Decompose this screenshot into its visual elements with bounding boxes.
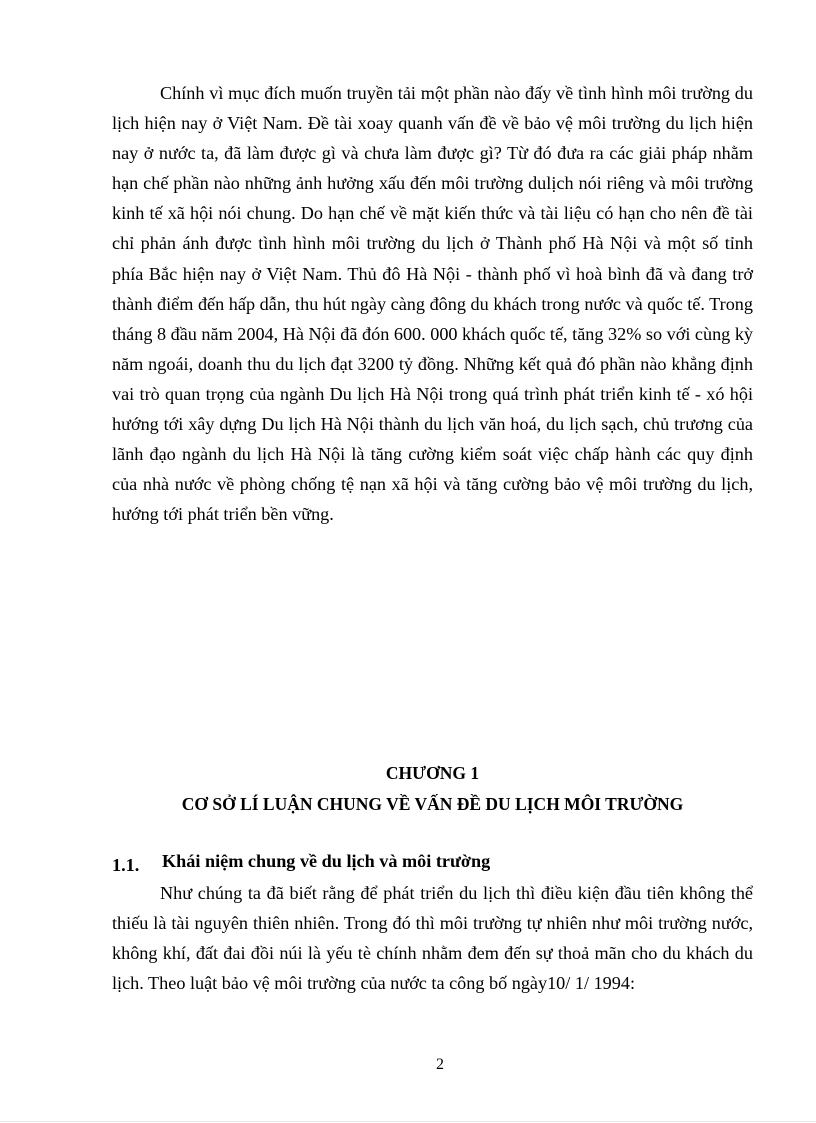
page-bottom-divider [0, 1121, 816, 1122]
intro-paragraph: Chính vì mục đích muốn truyền tải một phần nào đấy về tình hình môi trường du lịch hiện nay ở Việt Nam. Đề tài xoay quanh vấn đề về bảo vệ môi trường du lịch hiện nay ở nước ta, đã làm được gì và chưa làm được gì? Từ đó đưa ra các giải pháp nhằm hạn chế phần nào những ảnh hưởng xấu đến môi trường dulịch nói riêng và môi trường kinh tế xã hội nói chung. Do hạn chế về mặt kiến thức và tài liệu có hạn cho nên đề tài chỉ phản ánh được tình hình môi trường du lịch ở Thành phố Hà Nội và một số tỉnh phía Bắc hiện nay ở Việt Nam. Thủ đô Hà Nội - thành phố vì hoà bình đã và đang trở thành điểm đến hấp dẫn, thu hút ngày càng đông du khách trong nước và quốc tế. Trong tháng 8 đầu năm 2004, Hà Nội đã đón 600. 000 khách quốc tế, tăng 32% so với cùng kỳ năm ngoái, doanh thu du lịch đạt 3200 tỷ đồng. Những kết quả đó phần nào khẳng định vai trò quan trọng của ngành Du lịch Hà Nội trong quá trình phát triển kinh tế - xó hội hướng tới xây dựng Du lịch Hà Nội thành du lịch văn hoá, du lịch sạch, chủ trương của lãnh đạo ngành du lịch Hà Nội là tăng cường kiểm soát việc chấp hành các quy định của nhà nước về phòng chống tệ nạn xã hội và tăng cường bảo vệ môi trường du lịch, hướng tới phát triển bền vững. [112, 83, 754, 525]
section-number: 1.1. [112, 855, 140, 875]
section-title: Khái niệm chung về du lịch và môi trường [162, 851, 491, 871]
page-number: 2 [436, 1056, 444, 1073]
chapter-title: CƠ SỞ LÍ LUẬN CHUNG VỀ VẤN ĐỀ DU LỊCH MÔI TRƯỜNG [181, 794, 684, 814]
chapter-number: CHƯƠNG 1 [385, 763, 480, 783]
section-paragraph: Như chúng ta đã biết rằng để phát triển du lịch thì điều kiện đầu tiên không thể thiếu là tài nguyên thiên nhiên. Trong đó thì môi trường tự nhiên như môi trường nước, không khí, đất đai đồi núi là yếu tè chính nhằm đem đến sự thoả mãn cho du khách du lịch. Theo luật bảo vệ môi trường của nước ta công bố ngày10/ 1/ 1994: [112, 883, 753, 994]
section-heading [112, 851, 753, 875]
